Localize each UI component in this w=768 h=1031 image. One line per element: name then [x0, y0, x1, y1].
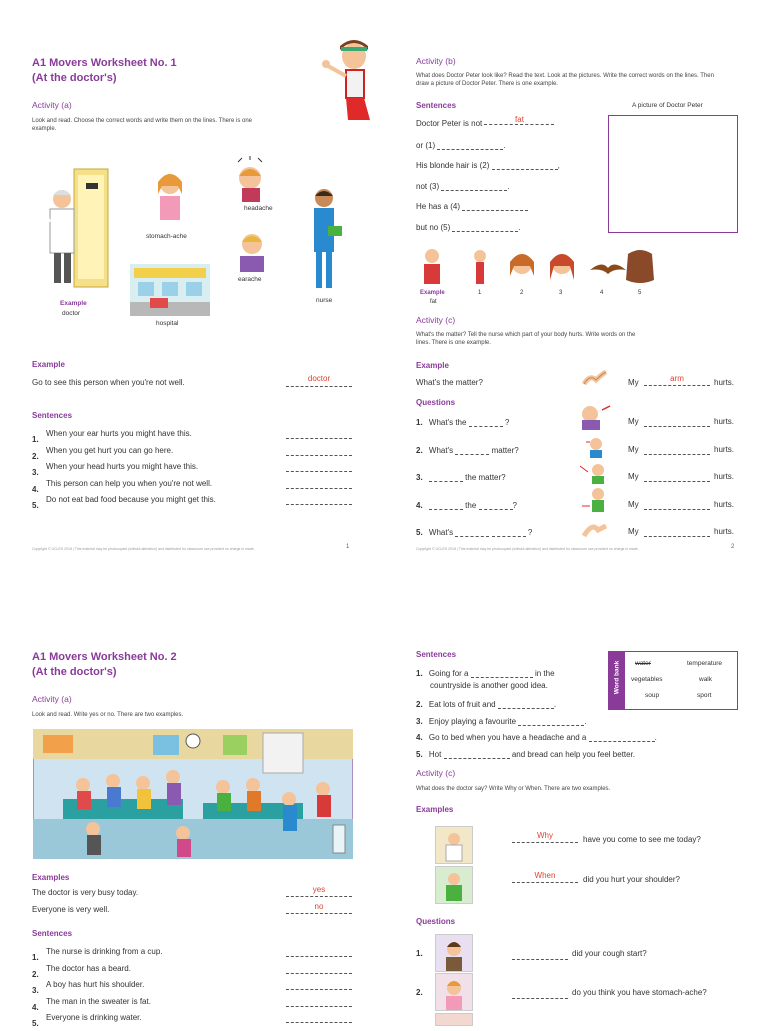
pic-label-1: 1 [478, 290, 482, 296]
answer-line[interactable] [492, 160, 558, 170]
list-item [32, 997, 354, 1014]
list-item [416, 115, 560, 140]
ws2b-activity-c-heading: Activity (c) [416, 768, 456, 778]
line-punct: . [503, 140, 506, 150]
line-answer: fat [484, 115, 554, 125]
list-item [32, 947, 354, 964]
list-item [32, 479, 354, 496]
ws2-sentences-heading: Sentences [32, 929, 73, 938]
answer-line[interactable] [286, 1013, 352, 1023]
answer-line[interactable] [429, 500, 463, 510]
list-item [32, 902, 354, 922]
q-part-b: the matter? [465, 473, 506, 482]
ws1-title-line2: (At the doctor's) [32, 72, 117, 84]
pic-label-2: 2 [520, 290, 524, 296]
list-item [32, 1013, 354, 1030]
item-number: 4. [416, 500, 423, 510]
answer-line[interactable] [492, 527, 526, 537]
list-item [416, 732, 657, 749]
example-answer: yes [286, 885, 352, 897]
doctor-peter-caption: A picture of Doctor Peter [632, 102, 703, 109]
answer-line[interactable] [286, 462, 352, 472]
answer-line[interactable] [479, 500, 513, 510]
word-bank-sidebar [609, 652, 625, 709]
ws1b-example-answer: arm [644, 374, 710, 386]
pic-example-word: fat [430, 299, 437, 305]
pic-label-3: 3 [559, 290, 563, 296]
answer-line[interactable] [462, 201, 528, 211]
item-number: 2. [416, 445, 423, 455]
line-text: Doctor Peter is not [416, 119, 483, 128]
list-item [32, 964, 354, 981]
item-number: 1. [416, 669, 423, 678]
example-answer: Why [512, 831, 578, 843]
ws2b-q1-answer-line[interactable] [512, 950, 568, 960]
answer-line[interactable] [286, 947, 352, 957]
item-number: 2. [32, 969, 39, 979]
word-bank-item: sport [697, 692, 712, 699]
line-text: He has a (4) [416, 202, 461, 211]
item-number: 1. [32, 953, 39, 962]
ws2b-questions-heading: Questions [416, 917, 456, 926]
answer-line[interactable] [644, 472, 710, 482]
example-answer: no [286, 902, 352, 914]
item-text: The doctor has a beard. [46, 963, 131, 973]
example-answer: When [512, 871, 578, 883]
answer-line[interactable] [286, 446, 352, 456]
hurts-label: hurts. [714, 417, 735, 426]
item-pre: Enjoy playing a favourite [428, 716, 517, 726]
ws2-sentences-list [32, 947, 354, 1030]
line-text: His blonde hair is (2) [416, 161, 490, 170]
answer-line[interactable] [286, 964, 352, 974]
ws1-example-answer-line [286, 374, 352, 387]
q-part-a: What's [428, 528, 454, 537]
ws2-examples-heading: Examples [32, 873, 70, 882]
item-number: 5. [32, 1019, 39, 1028]
answer-line[interactable] [518, 716, 587, 726]
ws2b-q2-text: do you think you have stomach-ache? [572, 988, 707, 997]
ws1b-instructions-b: What does Doctor Peter look like? Read the text. Look at the pictures. Write the correct words on the lines. Then draw a picture of Doctor Peter. There is one example. [416, 73, 714, 87]
ws1b-example-heading: Example [416, 361, 449, 370]
q-part-b: the [465, 500, 477, 510]
ws1b-footer: Copyright © UCLES 2018 | This material may be photocopied (without alteration) and distributed for classroom use provided no charge is made. [416, 547, 639, 551]
line-text: but no (5) [416, 222, 451, 232]
item-text: When your ear hurts you might have this. [46, 429, 192, 438]
earache-label: earache [238, 276, 262, 283]
ws2b-sentences-heading: Sentences [416, 650, 457, 659]
q-part-c: ? [512, 500, 517, 510]
answer-line[interactable] [455, 445, 489, 455]
item-text: A boy has hurt his shoulder. [46, 980, 145, 989]
word-bank-box [608, 651, 738, 710]
q-part-c: ? [504, 418, 510, 427]
my-label: My [628, 417, 639, 426]
pic-example-label: Example [420, 290, 445, 296]
stomach-ache-thumbnail [435, 973, 473, 1011]
item-text: Everyone is very well. [32, 905, 110, 914]
item-number: 2. [416, 700, 423, 709]
word-bank-item: vegetables [631, 676, 663, 683]
answer-line[interactable] [498, 699, 557, 709]
word-bank-item: walk [699, 676, 713, 683]
answer-line[interactable] [469, 417, 503, 427]
list-item [416, 140, 560, 161]
line-punct: . [518, 222, 521, 232]
ws1b-example-hurts: hurts. [714, 378, 735, 387]
answer-line[interactable] [471, 668, 533, 678]
item-post: . [654, 733, 657, 742]
headache-picture [228, 156, 272, 204]
ws1-title-line1: A1 Movers Worksheet No. 1 [32, 57, 177, 69]
my-label: My [628, 472, 639, 481]
item-continuation: countryside is another good idea. [430, 681, 548, 690]
item-text: The man in the sweater is fat. [46, 996, 151, 1006]
waiting-room-picture [33, 729, 353, 859]
q-part-a: What's the [428, 418, 467, 427]
item-number: 5. [416, 749, 423, 759]
answer-line[interactable] [286, 495, 352, 505]
ws2-activity-a-heading: Activity (a) [32, 694, 72, 704]
item-post: and bread can help you feel better. [511, 749, 636, 759]
list-item [416, 222, 560, 243]
item-text: The doctor is very busy today. [32, 888, 139, 897]
q-part-c: ? [527, 528, 533, 537]
ws1-example-sentence: Go to see this person when you're not well. [32, 378, 185, 387]
ws1-example-heading: Example [32, 360, 65, 369]
item-number: 3. [416, 473, 423, 482]
item-post: . [584, 716, 587, 726]
ws1b-example-question: What's the matter? [416, 378, 483, 387]
ws1-activity-a-heading: Activity (a) [32, 100, 72, 110]
ws2-instructions-a: Look and read. Write yes or no. There are two examples. [32, 712, 184, 718]
hurts-label: hurts. [714, 444, 735, 454]
ws1b-activity-c-heading: Activity (c) [416, 315, 456, 325]
item-number: 5. [32, 501, 39, 510]
item-pre: Hot [428, 749, 442, 759]
nurse-label: nurse [316, 297, 333, 304]
doctor-example-label: Example [60, 300, 87, 307]
hurts-label: hurts. [714, 472, 735, 481]
item-number: 4. [416, 733, 423, 742]
line-punct: , [557, 161, 560, 170]
hurts-label: hurts. [714, 527, 735, 536]
body-part-icons [576, 402, 616, 542]
list-item [416, 181, 560, 202]
line-text: or (1) [416, 140, 436, 150]
answer-line[interactable] [444, 749, 510, 759]
word-bank-item: soup [645, 692, 660, 699]
ws1-footer: Copyright © UCLES 2018 | This material may be photocopied (without alteration) and distributed for classroom use provided no charge is made. [32, 547, 255, 551]
list-item [416, 160, 560, 181]
answer-line[interactable] [437, 140, 506, 150]
answer-line[interactable] [644, 445, 710, 455]
ws2b-example-2-text: did you hurt your shoulder? [583, 875, 680, 884]
item-number: 3. [416, 716, 423, 726]
arm-icon [582, 370, 608, 390]
list-item [32, 446, 354, 463]
ws1b-lines [416, 115, 560, 242]
ws2b-q1-number: 1. [416, 949, 423, 958]
word-bank-label: Word bank [613, 660, 621, 695]
ws2b-instructions-c: What does the doctor say? Write Why or When. There are two examples. [416, 786, 611, 792]
item-pre: Go to bed when you have a headache and a [428, 733, 587, 742]
list-item [32, 980, 354, 997]
next-question-thumbnail [435, 1013, 473, 1026]
doctor-features-pictures [418, 246, 658, 288]
boy-shoulder-thumbnail [435, 866, 473, 904]
answer-line[interactable] [429, 472, 463, 482]
my-label: My [628, 527, 639, 536]
item-text: This person can help you when you're not well. [46, 478, 213, 488]
list-item [416, 201, 560, 222]
stomach-ache-label: stomach-ache [146, 233, 187, 240]
ws2b-example-2 [512, 871, 578, 883]
item-number: 4. [32, 1002, 39, 1012]
list-item [416, 749, 636, 766]
answer-line[interactable] [644, 417, 710, 427]
item-number: 1. [416, 418, 423, 427]
ws1-sentences-heading: Sentences [32, 411, 73, 420]
answer-line[interactable] [441, 181, 510, 191]
list-item [416, 699, 606, 716]
ws2-title-line1: A1 Movers Worksheet No. 2 [32, 651, 177, 663]
hurts-label: hurts. [714, 499, 735, 509]
doctor-thumbnail [435, 826, 473, 864]
ws1b-activity-b-heading: Activity (b) [416, 56, 456, 66]
item-number: 5. [416, 528, 423, 537]
line-punct: . [507, 181, 510, 191]
ws1b-page-number: 2 [731, 544, 735, 550]
earache-picture [232, 230, 272, 274]
answer-line[interactable] [286, 429, 352, 439]
answer-line[interactable] [589, 732, 655, 742]
doctor-picture [34, 165, 114, 291]
list-item [32, 429, 354, 446]
ws1-sentences-list [32, 429, 354, 512]
ws2b-examples-heading: Examples [416, 805, 454, 814]
ws2b-q2-number: 2. [416, 988, 423, 997]
answer-line[interactable] [286, 980, 352, 990]
list-item [32, 495, 354, 512]
item-number: 2. [32, 451, 39, 461]
answer-line[interactable] [644, 527, 710, 537]
ws2b-example-1 [512, 831, 578, 843]
doctor-peter-drawing-box[interactable] [608, 115, 738, 233]
answer-line[interactable] [644, 500, 710, 510]
answer-line[interactable] [452, 222, 521, 232]
pic-label-4: 4 [600, 290, 604, 296]
q-part-a: What's [428, 445, 454, 455]
word-bank-item: water [635, 660, 651, 667]
ws2-examples-list [32, 885, 354, 922]
ws1b-questions-heading: Questions [416, 398, 456, 407]
hospital-label: hospital [156, 320, 179, 327]
line-text: not (3) [416, 181, 440, 191]
list-item [32, 462, 354, 479]
ws2-title-line2: (At the doctor's) [32, 666, 117, 678]
answer-line[interactable] [455, 527, 489, 537]
item-text: Do not eat bad food because you might get this. [46, 495, 216, 504]
item-number: 1. [32, 435, 39, 444]
stomach-ache-picture [148, 170, 192, 226]
q-part-b: matter? [491, 445, 519, 455]
word-bank-item: temperature [687, 660, 723, 667]
ws1b-sentences-heading: Sentences [416, 101, 457, 110]
cough-thumbnail [435, 934, 473, 972]
ws1b-example-my: My [628, 378, 639, 387]
ws1-instructions-a: Look and read. Choose the correct words and write them on the lines. There is one example. [32, 118, 253, 132]
answer-line[interactable] [286, 479, 352, 489]
answer-line[interactable] [286, 997, 352, 1007]
ws1-example-answer: doctor [286, 374, 352, 387]
item-text: When you get hurt you can go here. [46, 445, 174, 455]
ws2b-q2-answer-line[interactable] [512, 989, 568, 999]
headache-label: headache [244, 205, 273, 212]
item-text: When your head hurts you might have this. [46, 462, 199, 471]
girl-illustration [318, 36, 384, 122]
item-number: 3. [32, 986, 39, 995]
my-label: My [628, 444, 639, 454]
item-number: 4. [32, 484, 39, 494]
hospital-picture [130, 264, 210, 316]
ws1b-instructions-c: What's the matter? Tell the nurse which part of your body hurts. Write words on the lines. There is one example. [416, 332, 636, 346]
item-text: Everyone is drinking water. [46, 1013, 142, 1022]
list-item [416, 668, 606, 681]
nurse-picture [302, 186, 346, 294]
doctor-label: doctor [62, 310, 81, 317]
item-pre: Going for a [428, 669, 469, 678]
item-number: 3. [32, 468, 39, 477]
item-post: in the [534, 669, 555, 678]
item-pre: Eat lots of fruit and [428, 700, 496, 709]
ws2b-example-1-text: have you come to see me today? [583, 835, 701, 844]
item-post: . [553, 700, 557, 709]
my-label: My [628, 499, 639, 509]
list-item [416, 716, 606, 733]
ws1-page-number: 1 [346, 544, 350, 550]
pic-label-5: 5 [638, 290, 642, 296]
item-text: The nurse is drinking from a cup. [46, 947, 163, 956]
ws2b-q1-text: did your cough start? [572, 949, 647, 958]
